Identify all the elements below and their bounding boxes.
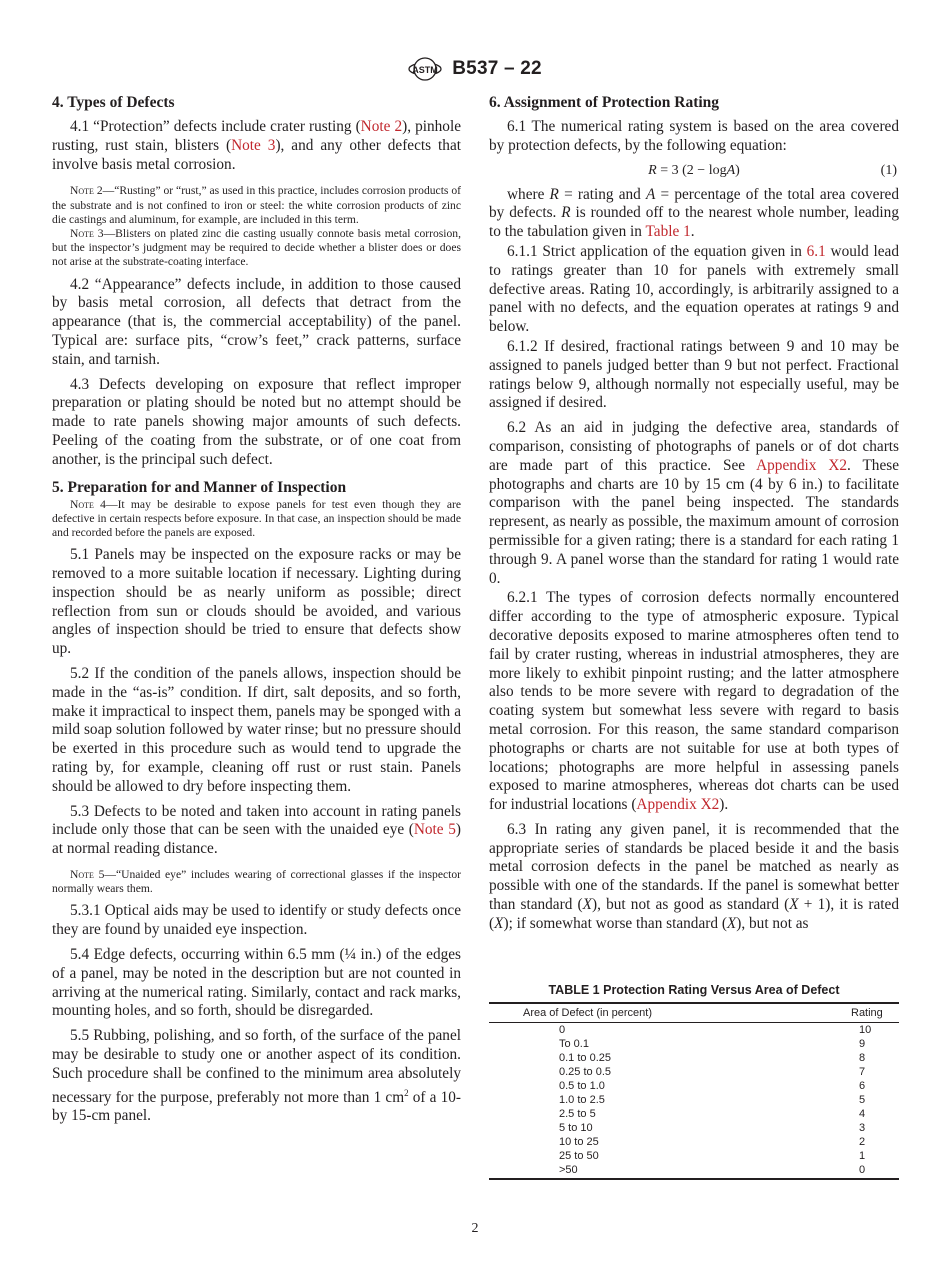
- text: ), pinhole rusting, rust stain, blisters (: [52, 118, 461, 154]
- equation-number: (1): [880, 162, 897, 178]
- section-4-heading: 4. Types of Defects: [52, 94, 175, 111]
- page-header: [0, 56, 950, 82]
- note-label: Note: [70, 227, 94, 240]
- var-r: R: [549, 185, 559, 203]
- cell-rating: 5: [859, 1094, 866, 1106]
- table-1: [489, 983, 899, 1180]
- svg-text:ASTM: ASTM: [412, 65, 438, 75]
- para-6-1-1: [489, 243, 899, 337]
- var-x: X: [494, 914, 504, 932]
- table-row: [489, 1093, 899, 1107]
- note-label: Note: [70, 184, 94, 198]
- var-x: X: [582, 896, 592, 914]
- cell-area: 5 to 10: [559, 1122, 593, 1134]
- cell-rating: 2: [859, 1136, 866, 1148]
- table-row: [489, 1107, 899, 1121]
- var-x: X: [726, 914, 737, 932]
- cell-area: 25 to 50: [559, 1150, 599, 1162]
- right-column: [489, 93, 899, 934]
- para-5-5: [52, 1027, 461, 1126]
- cell-rating: 0: [759, 1163, 899, 1179]
- var-r: R: [561, 204, 571, 222]
- cell-area: 0.25 to 0.5: [559, 1066, 611, 1078]
- text: + 1), it is rated (: [489, 896, 899, 932]
- cell-area: 10 to 25: [559, 1136, 599, 1148]
- cell-rating: 3: [859, 1122, 866, 1134]
- table-row: [489, 1149, 899, 1163]
- table-row: [489, 1023, 899, 1038]
- para-5-4: 5.4 Edge defects, occurring within 6.5 mm (¼ in.) of the edges of a panel, may be noted in the description but are not counted in arriving at the numerical rating. Similarly, contact and rack marks, mounting holes, and so forth, should be disregarded.: [52, 945, 461, 1020]
- cell-area: 0: [559, 1024, 566, 1036]
- para-where: [489, 186, 899, 242]
- table-row: [489, 1065, 899, 1079]
- text: ), and any other defects that involve basis metal corrosion.: [52, 136, 461, 173]
- superscript: 2: [404, 1087, 409, 1098]
- text: = percentage of the total area covered by defects.: [489, 185, 899, 222]
- para-5-2: 5.2 If the condition of the panels allows, inspection should be made in the “as-is” condition. If dirt, salt deposits, and so forth, make it impractical to inspect them, panels may be sponged with a mild soap solution followed by water rinse; but no pressure should be exerted in this procedure such as would tend to upgrade the rating by, for example, cleaning off rust or rust stain. Panels should be allowed to dry before inspecting them.: [52, 664, 461, 795]
- table-1-link[interactable]: Table 1: [645, 223, 691, 241]
- table-header-row: [489, 1003, 899, 1023]
- column-header-area: Area of Defect (in percent): [489, 1003, 759, 1023]
- text: ).: [719, 796, 729, 814]
- para-6-1-2: 6.1.2 If desired, fractional ratings between 9 and 10 may be assigned to panels judged better than 9 but not perfect. Fractional ratings below 9, although normally not especially useful, may be assigned if desired.: [489, 337, 899, 412]
- text: 6.2.1 The types of corrosion defects normally encountered differ according to the type of atmospheric exposure. Typical decorative deposits exposed to marine atmospheres often tend to fail by crater rusting, whereas in industrial atmospheres, they are more likely to exhibit pinpoint rusting; and the latter atmosphere also tends to be more severe with regard to degradation of the coating system but somewhat less severe with regard to basis metal corrosion. For this reason, the same standard comparison photographs or charts are not suitable for use at both types of locations; photographs are more helpful in assessing panels exposed to marine atmospheres, whereas dot charts can be used for industrial locations (: [489, 589, 899, 814]
- text: 6.1.1 Strict application of the equation given in: [507, 242, 807, 260]
- note-text: 4—It may be desirable to expose panels for test even though they are defective in certain respects before exposure. In that case, an inspection should be made and recorded before the panels are exposed.: [52, 497, 461, 539]
- cell-area: 2.5 to 5: [559, 1108, 596, 1120]
- note-5: [52, 868, 461, 896]
- para-6-3: [489, 821, 899, 934]
- cell-rating: 4: [859, 1108, 866, 1120]
- note-2-link[interactable]: Note 2: [360, 118, 403, 135]
- text: ), but not as: [736, 914, 809, 932]
- text: . These photographs and charts are 10 by 15 cm (4 by 6 in.) to facilitate comparison with the panel being inspected. The standards represent, as nearly as possible, the maximum amount of corrosion permissible for a given rating; there is a standard for each rating 1 through 9. A panel worse than the standard for rating 1 would rate 0.: [489, 456, 899, 587]
- cell-area: 1.0 to 2.5: [559, 1094, 605, 1106]
- cell-area: To 0.1: [559, 1038, 589, 1050]
- note-text: 2—“Rusting” or “rust,” as used in this practice, includes corrosion products of the substrate and is not confined to iron or steel: the white corrosion products of zinc die castings and aluminum, for example, are included in this term.: [52, 184, 461, 226]
- var-x: X: [789, 896, 799, 914]
- cell-rating: 7: [859, 1066, 866, 1078]
- table-row: [489, 1037, 899, 1051]
- cell-rating: 10: [859, 1024, 872, 1036]
- table-row: [489, 1051, 899, 1065]
- para-6-2-1: [489, 589, 899, 815]
- para-6-2: [489, 419, 899, 588]
- text: ), but not as good as standard (: [591, 896, 790, 914]
- para-4-1: [52, 118, 461, 174]
- para-4-3: 4.3 Defects developing on exposure that reflect improper preparation or plating should be noted but no attempt should be made to rate panels showing major amounts of such defects. Peeling of the coating from the substrate, or of one coat from another, is the principal such defect.: [52, 375, 461, 468]
- text: where: [507, 185, 550, 203]
- para-5-3-1: 5.3.1 Optical aids may be used to identify or study defects once they are found by unaided eye inspection.: [52, 902, 461, 939]
- cell-rating: 1: [859, 1150, 866, 1162]
- column-header-rating: Rating: [759, 1003, 899, 1023]
- para-4-2: 4.2 “Appearance” defects include, in addition to those caused by basis metal corrosion, all defects that detract from the appearance (that is, the commercial acceptability) of the panel. Typical are: surface pits, “crow’s feet,” crack patterns, surface stain, and tarnish.: [52, 275, 461, 368]
- table-row: [489, 1135, 899, 1149]
- note-5-link[interactable]: Note 5: [413, 821, 456, 839]
- text: 6.2 As an aid in judging the defective area, standards of comparison, consisting of photographs of panels or of dot charts are made part of this practice. See: [489, 419, 899, 474]
- note-2: [52, 184, 461, 227]
- left-column: [52, 93, 461, 1126]
- note-3-link[interactable]: Note 3: [231, 136, 276, 154]
- note-text: 5—“Unaided eye” includes wearing of correctional glasses if the inspector normally wears them.: [52, 867, 461, 896]
- var-a: A: [726, 162, 736, 178]
- section-5-heading: 5. Preparation for and Manner of Inspection: [52, 478, 347, 496]
- note-text: 3—Blisters on plated zinc die casting usually connote basis metal corrosion, but the inspector’s judgment may be required to decide whether a blister does or does not arise at the substrate-coating interface.: [52, 227, 461, 269]
- page-number: 2: [471, 1221, 479, 1236]
- section-6-heading: 6. Assignment of Protection Rating: [489, 94, 720, 111]
- var-r: R: [648, 162, 657, 178]
- note-4: [52, 498, 461, 541]
- text: is rounded off to the nearest whole number, leading to the tabulation given in: [489, 204, 899, 241]
- cell-area: >50: [489, 1163, 759, 1179]
- appendix-x2-link[interactable]: Appendix X2: [636, 796, 720, 814]
- para-5-1: 5.1 Panels may be inspected on the exposure racks or may be removed to a more suitable location if necessary. Lighting during inspection should be as nearly uniform as possible; direct reflection from sun or clouds should be avoided, and various angles of inspection should be tried to ensure that defects show up.: [52, 546, 461, 658]
- text: ) at normal reading distance.: [52, 821, 461, 858]
- table-row: [489, 1121, 899, 1135]
- document-designation: B537 – 22: [452, 58, 542, 79]
- note-label: Note: [70, 497, 94, 511]
- text: would lead to ratings greater than 10 for panels with extremely small defective areas. Rating 10, accordingly, is arbitrarily assigned to a panel with no defects, and the equation operates at ratings 9 and below.: [489, 242, 899, 336]
- equation-1: [489, 161, 899, 183]
- para-5-3: [52, 803, 461, 859]
- cell-rating: 9: [859, 1038, 866, 1050]
- text: of a 10- by 15-cm panel.: [52, 1088, 461, 1125]
- text: .: [690, 223, 695, 241]
- text: ): [735, 162, 740, 178]
- text: = 3 (2 − log: [656, 162, 727, 178]
- text: = rating and: [558, 185, 647, 203]
- text: 5.3 Defects to be noted and taken into account in rating panels include only those that can be seen with the unaided eye (: [52, 802, 461, 839]
- text: 4.1 “Protection” defects include crater rusting (: [70, 118, 361, 135]
- cell-rating: 6: [859, 1080, 866, 1092]
- note-3: [52, 227, 461, 270]
- table-title: TABLE 1 Protection Rating Versus Area of Defect: [548, 983, 840, 997]
- appendix-x2-link[interactable]: Appendix X2: [756, 456, 848, 474]
- text: ); if somewhat worse than standard (: [503, 914, 727, 932]
- section-6-1-link[interactable]: 6.1: [806, 242, 826, 260]
- para-6-1: 6.1 The numerical rating system is based on the area covered by protection defects, by the following equation:: [489, 118, 899, 154]
- table-row: [489, 1163, 899, 1179]
- note-label: Note: [70, 867, 94, 881]
- var-a: A: [646, 185, 656, 203]
- astm-logo-icon: [408, 56, 442, 82]
- cell-area: 0.1 to 0.25: [559, 1052, 611, 1064]
- protection-rating-table: [489, 1002, 899, 1180]
- equation-formula: [489, 163, 899, 179]
- cell-rating: 8: [859, 1052, 866, 1064]
- table-row: [489, 1079, 899, 1093]
- cell-area: 0.5 to 1.0: [559, 1080, 605, 1092]
- text: 6.3 In rating any given panel, it is recommended that the appropriate series of standards be placed beside it and the basis metal corrosion defects in the panel be matched as nearly as possible with one of the standards. If the panel is somewhat better than standard (: [489, 820, 899, 914]
- text: 5.5 Rubbing, polishing, and so forth, of the surface of the panel may be desirable to study one or another aspect of its condition. Such procedure shall be confined to the minimum area absolutely necessary for the purpose, preferably not more than 1 cm: [52, 1027, 461, 1106]
